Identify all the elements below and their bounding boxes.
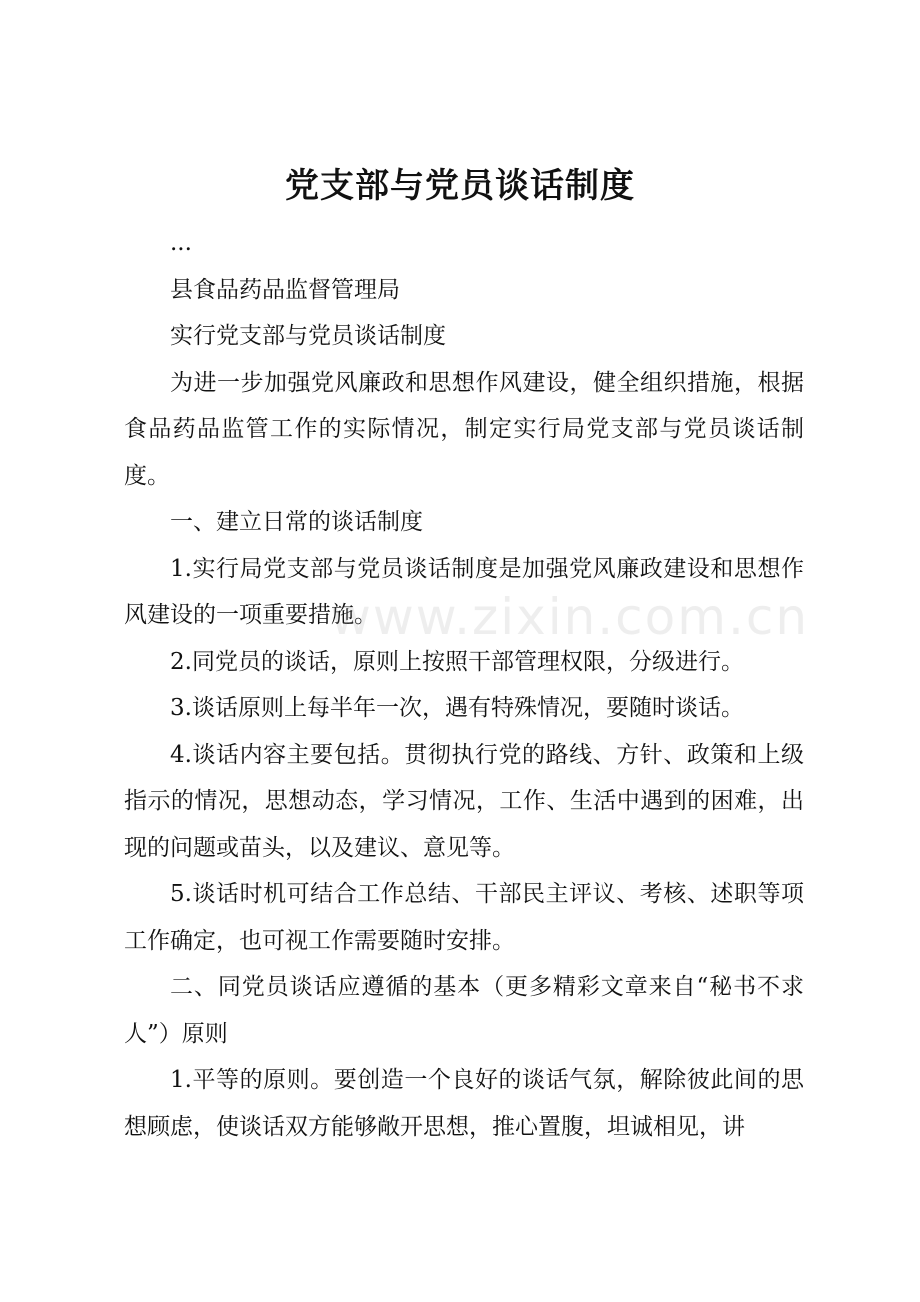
- watermark: www.zixin.com.cn: [330, 588, 810, 646]
- section-heading-1: 一、建立日常的谈话制度: [170, 509, 423, 535]
- paragraph-intro: 为进一步加强党风廉政和思想作风建设，健全组织措施，根据食品药品监管工作的实际情况，制定实行局党支部与党员谈话制度。: [124, 369, 804, 489]
- section-heading-2: 二、同党员谈话应遵循的基本（更多精彩文章来自“秘书不求人”）原则: [124, 974, 804, 1047]
- document-body: [124, 220, 804, 1150]
- paragraph-item-1-3: 3.谈话原则上每半年一次，遇有特殊情况，要随时谈话。: [170, 695, 744, 721]
- paragraph-item-2-1: 1.平等的原则。要创造一个良好的谈话气氛，解除彼此间的思想顾虑，使谈话双方能够敞开思想，推心置腹，坦诚相见，讲: [124, 1067, 804, 1140]
- paragraph-subtitle: 实行党支部与党员谈话制度: [170, 323, 446, 349]
- paragraph-organization: 县食品药品监督管理局: [170, 276, 400, 303]
- paragraph-ellipsis: ...: [170, 230, 192, 256]
- paragraph-item-1-2: 2.同党员的谈话，原则上按照干部管理权限，分级进行。: [170, 648, 744, 675]
- document-title: 党支部与党员谈话制度: [285, 166, 635, 206]
- paragraph-item-1-4: 4.谈话内容主要包括。贯彻执行党的路线、方针、政策和上级指示的情况，思想动态，学习情况，工作、生活中遇到的困难，出现的问题或苗头，以及建议、意见等。: [124, 741, 804, 861]
- paragraph-item-1-5: 5.谈话时机可结合工作总结、干部民主评议、考核、述职等项工作确定，也可视工作需要随时安排。: [124, 881, 804, 954]
- paragraph-item-1-1: 1.实行局党支部与党员谈话制度是加强党风廉政建设和思想作风建设的一项重要措施。: [124, 555, 804, 628]
